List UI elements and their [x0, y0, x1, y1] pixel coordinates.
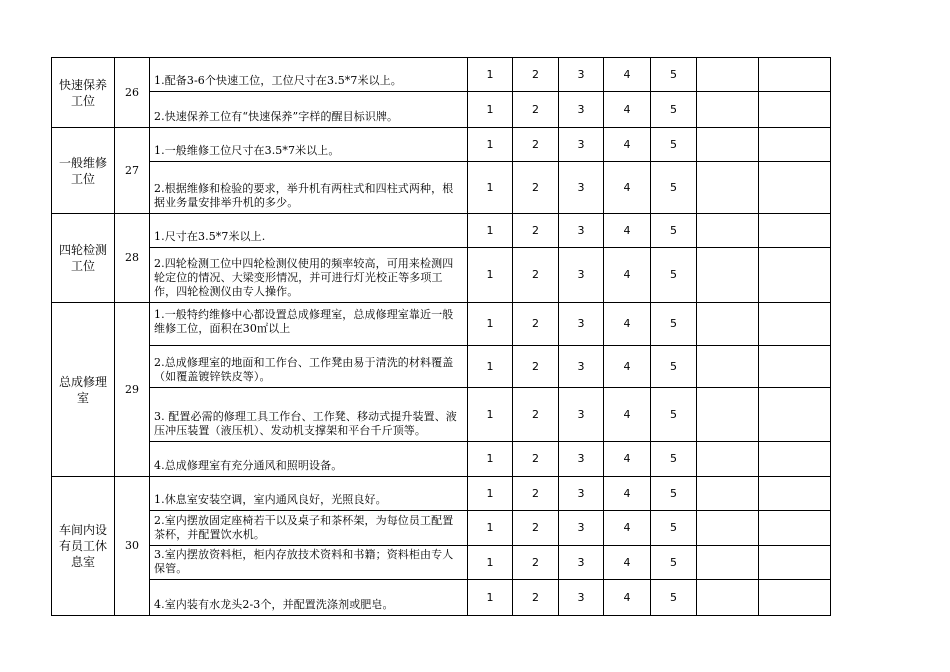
score-entry-cell[interactable]	[697, 442, 759, 477]
score-entry-cell[interactable]	[697, 388, 759, 442]
score-option-5[interactable]: 5	[651, 303, 697, 346]
score-option-5[interactable]: 5	[651, 248, 697, 303]
remarks-cell[interactable]	[759, 128, 831, 162]
score-option-2[interactable]: 2	[513, 511, 559, 546]
score-option-4[interactable]: 4	[604, 442, 651, 477]
score-option-4[interactable]: 4	[604, 580, 651, 616]
criteria-text-cell: 4.室内装有水龙头2-3个，并配置洗涤剂或肥皂。	[150, 580, 468, 616]
criteria-text-cell: 4.总成修理室有充分通风和照明设备。	[150, 442, 468, 477]
table-row	[52, 92, 831, 128]
score-option-1[interactable]: 1	[468, 580, 513, 616]
score-option-1[interactable]: 1	[468, 248, 513, 303]
remarks-cell[interactable]	[759, 92, 831, 128]
score-option-5[interactable]: 5	[651, 477, 697, 511]
category-cell: 快速保养工位	[52, 58, 115, 128]
score-option-1[interactable]: 1	[468, 58, 513, 92]
table-row	[52, 580, 831, 616]
remarks-cell[interactable]	[759, 214, 831, 248]
score-entry-cell[interactable]	[697, 346, 759, 388]
score-option-5[interactable]: 5	[651, 346, 697, 388]
score-option-2[interactable]: 2	[513, 442, 559, 477]
score-option-3[interactable]: 3	[559, 388, 604, 442]
score-option-4[interactable]: 4	[604, 511, 651, 546]
remarks-cell[interactable]	[759, 546, 831, 580]
criteria-text-cell: 3. 配置必需的修理工具工作台、工作凳、移动式提升装置、液压冲压装置（液压机）、发动机支撑架和平台千斤顶等。	[150, 388, 468, 442]
category-cell: 四轮检测工位	[52, 214, 115, 303]
criteria-text-cell: 3.室内摆放资料柜，柜内存放技术资料和书籍；资料柜由专人保管。	[150, 546, 468, 580]
score-option-1[interactable]: 1	[468, 546, 513, 580]
score-option-2[interactable]: 2	[513, 580, 559, 616]
score-option-1[interactable]: 1	[468, 346, 513, 388]
score-option-4[interactable]: 4	[604, 346, 651, 388]
criteria-text-cell: 2.根据维修和检验的要求，举升机有两柱式和四柱式两种，根据业务量安排举升机的多少。	[150, 162, 468, 214]
score-option-1[interactable]: 1	[468, 92, 513, 128]
table-row	[52, 58, 831, 92]
score-option-5[interactable]: 5	[651, 511, 697, 546]
score-entry-cell[interactable]	[697, 546, 759, 580]
score-option-4[interactable]: 4	[604, 92, 651, 128]
score-option-4[interactable]: 4	[604, 477, 651, 511]
criteria-text-cell: 2.室内摆放固定座椅若干以及桌子和茶杯架，为每位员工配置茶杯，并配置饮水机。	[150, 511, 468, 546]
score-entry-cell[interactable]	[697, 58, 759, 92]
remarks-cell[interactable]	[759, 580, 831, 616]
score-option-3[interactable]: 3	[559, 58, 604, 92]
score-option-2[interactable]: 2	[513, 162, 559, 214]
table-row	[52, 162, 831, 214]
item-number-cell: 26	[115, 58, 150, 128]
table-row	[52, 214, 831, 248]
score-entry-cell[interactable]	[697, 303, 759, 346]
score-entry-cell[interactable]	[697, 511, 759, 546]
score-option-4[interactable]: 4	[604, 248, 651, 303]
score-option-4[interactable]: 4	[604, 58, 651, 92]
score-option-2[interactable]: 2	[513, 546, 559, 580]
table-row	[52, 303, 831, 346]
score-option-2[interactable]: 2	[513, 128, 559, 162]
score-option-3[interactable]: 3	[559, 128, 604, 162]
score-option-5[interactable]: 5	[651, 546, 697, 580]
score-option-3[interactable]: 3	[559, 442, 604, 477]
score-option-3[interactable]: 3	[559, 162, 604, 214]
score-option-3[interactable]: 3	[559, 546, 604, 580]
item-number-cell: 30	[115, 477, 150, 616]
score-option-2[interactable]: 2	[513, 214, 559, 248]
criteria-text-cell: 1.休息室安装空调，室内通风良好，光照良好。	[150, 477, 468, 511]
remarks-cell[interactable]	[759, 303, 831, 346]
remarks-cell[interactable]	[759, 162, 831, 214]
score-option-4[interactable]: 4	[604, 128, 651, 162]
remarks-cell[interactable]	[759, 248, 831, 303]
category-cell: 车间内设有员工休息室	[52, 477, 115, 616]
criteria-text-cell: 2.快速保养工位有“快速保养”字样的醒目标识牌。	[150, 92, 468, 128]
score-option-4[interactable]: 4	[604, 162, 651, 214]
score-option-3[interactable]: 3	[559, 580, 604, 616]
score-option-4[interactable]: 4	[604, 546, 651, 580]
criteria-text-cell: 1.一般维修工位尺寸在3.5*7米以上。	[150, 128, 468, 162]
remarks-cell[interactable]	[759, 388, 831, 442]
table-row	[52, 511, 831, 546]
table-row	[52, 388, 831, 442]
score-option-5[interactable]: 5	[651, 580, 697, 616]
score-option-2[interactable]: 2	[513, 303, 559, 346]
item-number-cell: 28	[115, 214, 150, 303]
score-option-1[interactable]: 1	[468, 162, 513, 214]
category-cell: 一般维修工位	[52, 128, 115, 214]
score-option-4[interactable]: 4	[604, 303, 651, 346]
inspection-score-table	[51, 57, 831, 616]
table-row	[52, 128, 831, 162]
criteria-text-cell: 2.总成修理室的地面和工作台、工作凳由易于清洗的材料覆盖（如覆盖镀锌铁皮等）。	[150, 346, 468, 388]
remarks-cell[interactable]	[759, 511, 831, 546]
criteria-text-cell: 1.配备3-6个快速工位，工位尺寸在3.5*7米以上。	[150, 58, 468, 92]
score-option-1[interactable]: 1	[468, 214, 513, 248]
score-option-4[interactable]: 4	[604, 388, 651, 442]
score-entry-cell[interactable]	[697, 248, 759, 303]
item-number-cell: 27	[115, 128, 150, 214]
table-row	[52, 477, 831, 511]
score-option-3[interactable]: 3	[559, 303, 604, 346]
score-entry-cell[interactable]	[697, 92, 759, 128]
score-option-1[interactable]: 1	[468, 303, 513, 346]
score-option-5[interactable]: 5	[651, 214, 697, 248]
score-option-2[interactable]: 2	[513, 92, 559, 128]
score-option-3[interactable]: 3	[559, 346, 604, 388]
remarks-cell[interactable]	[759, 442, 831, 477]
category-cell: 总成修理室	[52, 303, 115, 477]
criteria-text-cell: 1.尺寸在3.5*7米以上.	[150, 214, 468, 248]
score-entry-cell[interactable]	[697, 477, 759, 511]
score-option-5[interactable]: 5	[651, 162, 697, 214]
score-entry-cell[interactable]	[697, 128, 759, 162]
score-entry-cell[interactable]	[697, 214, 759, 248]
table-row	[52, 346, 831, 388]
remarks-cell[interactable]	[759, 477, 831, 511]
score-entry-cell[interactable]	[697, 580, 759, 616]
score-option-1[interactable]: 1	[468, 477, 513, 511]
score-option-5[interactable]: 5	[651, 92, 697, 128]
score-option-2[interactable]: 2	[513, 58, 559, 92]
remarks-cell[interactable]	[759, 346, 831, 388]
score-option-2[interactable]: 2	[513, 477, 559, 511]
table-row	[52, 546, 831, 580]
score-option-3[interactable]: 3	[559, 214, 604, 248]
table-row	[52, 442, 831, 477]
score-option-4[interactable]: 4	[604, 214, 651, 248]
score-option-2[interactable]: 2	[513, 248, 559, 303]
score-option-3[interactable]: 3	[559, 477, 604, 511]
criteria-text-cell: 2.四轮检测工位中四轮检测仪使用的频率较高，可用来检测四轮定位的情况、大梁变形情况，并可进行灯光校正等多项工作，四轮检测仪由专人操作。	[150, 248, 468, 303]
score-option-1[interactable]: 1	[468, 442, 513, 477]
score-option-3[interactable]: 3	[559, 511, 604, 546]
score-entry-cell[interactable]	[697, 162, 759, 214]
remarks-cell[interactable]	[759, 58, 831, 92]
score-option-3[interactable]: 3	[559, 248, 604, 303]
score-option-1[interactable]: 1	[468, 511, 513, 546]
score-option-5[interactable]: 5	[651, 128, 697, 162]
score-option-5[interactable]: 5	[651, 388, 697, 442]
table-row	[52, 248, 831, 303]
criteria-text-cell: 1.一般特约维修中心都设置总成修理室，总成修理室靠近一般维修工位，面积在30㎡以上	[150, 303, 468, 346]
score-option-1[interactable]: 1	[468, 388, 513, 442]
score-option-5[interactable]: 5	[651, 442, 697, 477]
score-option-3[interactable]: 3	[559, 92, 604, 128]
score-option-5[interactable]: 5	[651, 58, 697, 92]
score-option-2[interactable]: 2	[513, 388, 559, 442]
score-option-1[interactable]: 1	[468, 128, 513, 162]
score-option-2[interactable]: 2	[513, 346, 559, 388]
item-number-cell: 29	[115, 303, 150, 477]
